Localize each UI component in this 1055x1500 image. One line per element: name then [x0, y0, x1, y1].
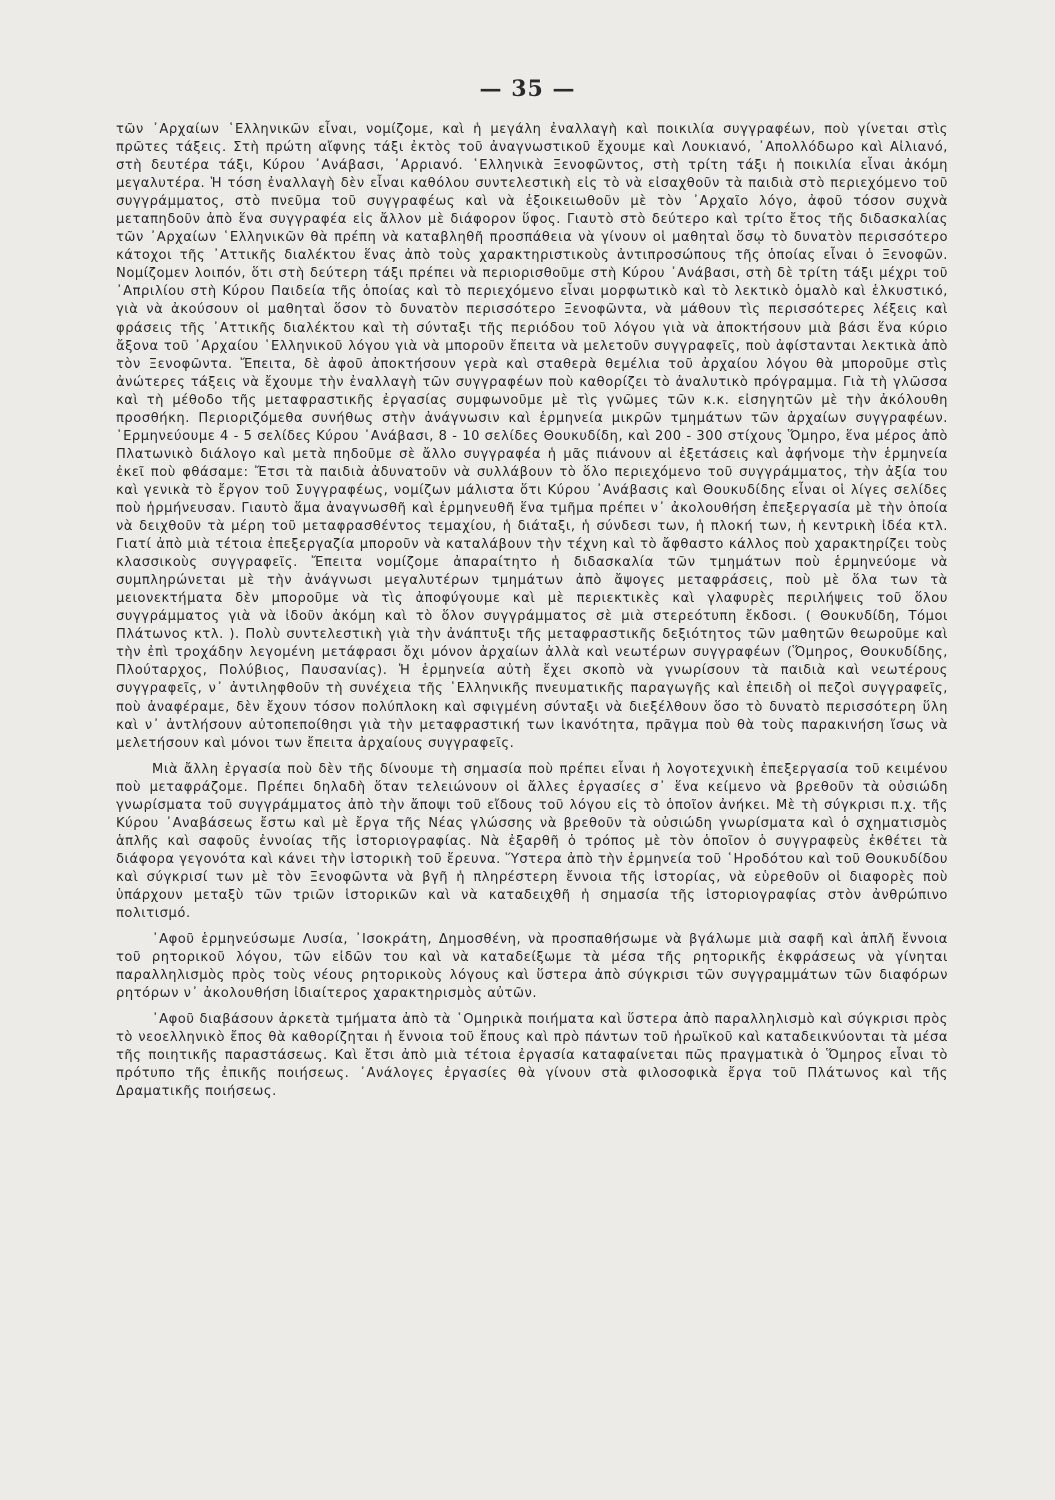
paragraph: ᾿Αφοῦ ἑρμηνεύσωμε Λυσία, ᾿Ισοκράτη, Δημοσθένη, νὰ προσπαθήσωμε νὰ βγάλωμε μιὰ σαφῆ καὶ ἁπλῆ ἔννοια τοῦ ρητορικοῦ λόγου, τῶν εἰδῶν του καὶ νὰ καταδείξωμε τὰ μέσα τῆς ρητορικῆς ἐκφράσεως νὰ γίνηται παραλληλισμὸς πρὸς τοὺς νέους ρητορικοὺς λόγους καὶ ὕστερα ἀπὸ σύγκρισι τῶν συγγραμμάτων τῶν διαφόρων ρητόρων ν᾿ ἀκολουθήση ἰδιαίτερος χαρακτηρισμὸς αὐτῶν.	[116, 932, 948, 1002]
page-number: — 35 —	[479, 76, 576, 102]
body-text	[116, 121, 948, 1101]
paragraph: Μιὰ ἄλλη ἐργασία ποὺ δὲν τῆς δίνουμε τὴ σημασία ποὺ πρέπει εἶναι ἡ λογοτεχνικὴ ἐπεξεργασία τοῦ κειμένου ποὺ μεταφράζομε. Πρέπει δηλαδὴ ὅταν τελειώνουν οἱ ἄλλες ἐργασίες σ᾿ ἕνα κείμενο νὰ βρεθοῦν τὰ οὐσιώδη γνωρίσματα τοῦ συγγράμματος ἀπὸ τὴν ἄποψι τοῦ εἴδους τοῦ λόγου εἰς τὸ ὁποῖον ἀνήκει. Μὲ τὴ σύγκρισι π.χ. τῆς Κύρου ᾿Αναβάσεως ἔστω καὶ μὲ ἔργα τῆς Νέας γλώσσης νὰ βρεθοῦν τὰ οὐσιώδη γνωρίσματα καὶ ὁ σχηματισμὸς ἁπλῆς καὶ σαφοῦς ἐννοίας τῆς ἱστοριογραφίας. Νὰ ἐξαρθῆ ὁ τρόπος μὲ τὸν ὁποῖον ὁ συγγραφεὺς ἐκθέτει τὰ διάφορα γεγονότα καὶ κάνει τὴν ἱστορικὴ τοῦ ἔρευνα. Ὕστερα ἀπὸ τὴν ἑρμηνεία τοῦ ῾Ηροδότου καὶ τοῦ Θουκυδίδου καὶ σύγκρισί των μὲ τὸν Ξενοφῶντα νὰ βγῆ ἡ πληρέστερη ἔννοια τῆς ἱστορίας, νὰ εὑρεθοῦν οἱ διαφορὲς ποὺ ὑπάρχουν μεταξὺ τῶν τριῶν ἱστορικῶν καὶ νὰ καταδειχθῆ ἡ σημασία τῆς ἱστοριογραφίας στὸν ἀνθρώπινο πολιτισμό.	[116, 761, 948, 922]
paragraph: ᾿Αφοῦ διαβάσουν ἀρκετὰ τμήματα ἀπὸ τὰ ῾Ομηρικὰ ποιήματα καὶ ὕστερα ἀπὸ παραλληλισμὸ καὶ σύγκρισι πρὸς τὸ νεοελληνικὸ ἔπος θὰ καθορίζηται ἡ ἔννοια τοῦ ἔπους καὶ πρὸ πάντων τοῦ ἡρωϊκοῦ καὶ καταδεικνύονται τὰ μέσα τῆς ποιητικῆς παραστάσεως. Καὶ ἔτσι ἀπὸ μιὰ τέτοια ἐργασία καταφαίνεται πῶς πραγματικὰ ὁ Ὅμηρος εἶναι τὸ πρότυπο τῆς ἐπικῆς ποιήσεως. ᾿Ανάλογες ἐργασίες θὰ γίνουν στὰ φιλοσοφικὰ ἔργα τοῦ Πλάτωνος καὶ τῆς Δραματικῆς ποιήσεως.	[116, 1012, 948, 1100]
paragraph: τῶν ᾿Αρχαίων ῾Ελληνικῶν εἶναι, νομίζομε, καὶ ἡ μεγάλη ἐναλλαγὴ καὶ ποικιλία συγγραφέων, ποὺ γίνεται στὶς πρῶτες τάξεις. Στὴ πρώτη αἴφνης τάξι ἐκτὸς τοῦ ἀναγνωστικοῦ ἔχουμε καὶ Λουκιανό, ᾿Απολλόδωρο καὶ Αἰλιανό, στὴ δευτέρα τάξι, Κύρου ᾿Ανάβασι, ᾿Αρριανό. ῾Ελληνικὰ Ξενοφῶντος, στὴ τρίτη τάξι ἡ ποικιλία εἶναι ἀκόμη μεγαλυτέρα. Ἡ τόση ἐναλλαγὴ δὲν εἶναι καθόλου συντελεστικὴ εἰς τὸ νὰ εἰσαχθοῦν τὰ παιδιὰ στὸ περιεχόμενο τοῦ συγγράμματος, στὸ πνεῦμα τοῦ συγγραφέως καὶ νὰ ἐξοικειωθοῦν μὲ τὸν ᾿Αρχαῖο λόγο, ἀφοῦ τόσον συχνὰ μεταπηδοῦν ἀπὸ ἕνα συγγραφέα εἰς ἄλλον μὲ διάφορον ὕφος. Γιαυτὸ στὸ δεύτερο καὶ τρίτο ἔτος τῆς διδασκαλίας τῶν ᾿Αρχαίων ῾Ελληνικῶν θὰ πρέπη νὰ καταβληθῆ προσπάθεια νὰ γίνουν οἱ μαθηταὶ ὅσῳ τὸ δυνατὸν περισσότερο κάτοχοι τῆς ᾿Αττικῆς διαλέκτου ἕνας ἀπὸ τοὺς χαρακτηριστικοὺς ἀντιπροσώπους τῆς ὁποίας εἶναι ὁ Ξενοφῶν. Νομίζομεν λοιπόν, ὅτι στὴ δεύτερη τάξι πρέπει νὰ περιορισθοῦμε στὴ Κύρου ᾿Ανάβασι, στὴ δὲ τρίτη τάξι μέχρι τοῦ ᾿Απριλίου στὴ Κύρου Παιδεία τῆς ὁποίας καὶ τὸ περιεχόμενο εἶναι μορφωτικὸ καὶ τὸ λεκτικὸ ὁμαλὸ καὶ ἑλκυστικό, γιὰ νὰ ἀκούσουν οἱ μαθηταὶ ὅσον τὸ δυνατὸν περισσότερο Ξενοφῶντα, νὰ μάθουν τὶς περισσότερες λέξεις καὶ φράσεις τῆς ᾿Αττικῆς διαλέκτου καὶ τὴ σύνταξι τῆς περιόδου τοῦ λόγου γιὰ νὰ ἀποκτήσουν μιὰ βάσι ἕνα κύριο ἄξονα τοῦ ᾿Αρχαίου ῾Ελληνικοῦ λόγου γιὰ νὰ μποροῦν ἔπειτα νὰ μελετοῦν συγγραφεῖς, ποὺ ἀφίστανται λεκτικὰ ἀπὸ τὸν Ξενοφῶντα. Ἔπειτα, δὲ ἀφοῦ ἀποκτήσουν γερὰ καὶ σταθερὰ θεμέλια τοῦ ἀρχαίου λόγου θὰ μποροῦμε στὶς ἀνώτερες τάξεις νὰ ἔχουμε τὴν ἐναλλαγὴ τῶν συγγραφέων ποὺ καθορίζει τὸ ἀναλυτικὸ πρόγραμμα. Γιὰ τὴ γλῶσσα καὶ τὴ μέθοδο τῆς μεταφραστικῆς ἐργασίας συμφωνοῦμε μὲ τὶς γνῶμες τῶν κ.κ. εἰσηγητῶν μὲ τὴν ἀκόλουθη προσθήκη. Περιοριζόμεθα συνήθως στὴν ἀνάγνωσιν καὶ ἑρμηνεία μικρῶν τμημάτων τῶν ἀρχαίων συγγραφέων. ῾Ερμηνεύουμε 4 - 5 σελίδες Κύρου ᾿Ανάβασι, 8 - 10 σελίδες Θουκυδίδη, καὶ 200 - 300 στίχους Ὅμηρο, ἕνα μέρος ἀπὸ Πλατωνικὸ διάλογο καὶ μετὰ πηδοῦμε σὲ ἄλλο συγγραφέα ἡ μᾶς πιάνουν αἱ ἐξετάσεις καὶ ἀφήνομε τὴν ἑρμηνεία ἐκεῖ ποὺ φθάσαμε: Ἔτσι τὰ παιδιὰ ἀδυνατοῦν νὰ συλλάβουν τὸ ὅλο περιεχόμενο τοῦ συγγράμματος, τὴν ἀξία του καὶ γενικὰ τὸ ἔργον τοῦ Συγγραφέως, νομίζων μάλιστα ὅτι Κύρου ᾿Ανάβασις καὶ Θουκυδίδης εἶναι οἱ λίγες σελίδες ποὺ ἡρμήνευσαν. Γιαυτὸ ἅμα ἀναγνωσθῆ καὶ ἑρμηνευθῆ ἕνα τμῆμα πρέπει ν᾿ ἀκολουθήση ἐπεξεργασία μὲ τὴν ὁποία νὰ δειχθοῦν τὰ μέρη τοῦ μεταφρασθέντος τεμαχίου, ἡ διάταξι, ἡ σύνδεσι των, ἡ πλοκή των, ἡ κεντρικὴ ἰδέα κτλ. Γιατί ἀπὸ μιὰ τέτοια ἐπεξεργαζία μποροῦν νὰ καταλάβουν τὴν τέχνη καὶ τὸ ἄφθαστο κάλλος ποὺ χαρακτηρίζει τοὺς κλασσικοὺς συγγραφεῖς. Ἔπειτα νομίζομε ἀπαραίτητο ἡ διδασκαλία τῶν τμημάτων ποὺ ἑρμηνεύομε νὰ συμπληρώνεται μὲ τὴν ἀνάγνωσι μεγαλυτέρων τμημάτων ἀπὸ ἄψογες μεταφράσεις, ποὺ μὲ ὅλα των τὰ μειονεκτήματα δὲν μποροῦμε νὰ τὶς ἀποφύγουμε καὶ μὲ περιεκτικὲς καὶ γλαφυρὲς περιλήψεις τοῦ ὅλου συγγράμματος γιὰ νὰ ἰδοῦν ἀκόμη καὶ τὸ ὅλον συγγράμματος σὲ μιὰ στερεότυπη ἔκδοσι. ( Θουκυδίδη, Τόμοι Πλάτωνος κτλ. ). Πολὺ συντελεστικὴ γιὰ τὴν ἀνάπτυξι τῆς μεταφραστικῆς δεξιότητος τῶν μαθητῶν θεωροῦμε καὶ τὴν ἐπὶ τροχάδην λεγομένη μετάφρασι ὄχι μόνον ἀρχαίων ἀλλὰ καὶ νεωτέρων συγγραφέων (Ὅμηρος, Θουκυδίδης, Πλούταρχος, Πολύβιος, Παυσανίας). Ἡ ἑρμηνεία αὐτὴ ἔχει σκοπὸ νὰ γνωρίσουν τὰ παιδιὰ καὶ νεωτέρους συγγραφεῖς, ν᾿ ἀντιληφθοῦν τὴ συνέχεια τῆς ῾Ελληνικῆς πνευματικῆς παραγωγῆς καὶ ἐπειδὴ οἱ πεζοὶ συγγραφεῖς, ποὺ ἀναφέραμε, δὲν ἔχουν τόσον πολύπλοκη καὶ σφιγμένη σύνταξι νὰ διεξέλθουν ὅσο τὸ δυνατὸ περισσότερη ὕλη καὶ ν᾿ ἀντλήσουν αὐτοπεποίθησι γιὰ τὴν μεταφραστική των ἱκανότητα, πρᾶγμα ποὺ θὰ τοὺς παρακινήση ἴσως νὰ μελετήσουν καὶ μόνοι των ἔπειτα ἀρχαίους συγγραφεῖς.	[116, 122, 948, 751]
